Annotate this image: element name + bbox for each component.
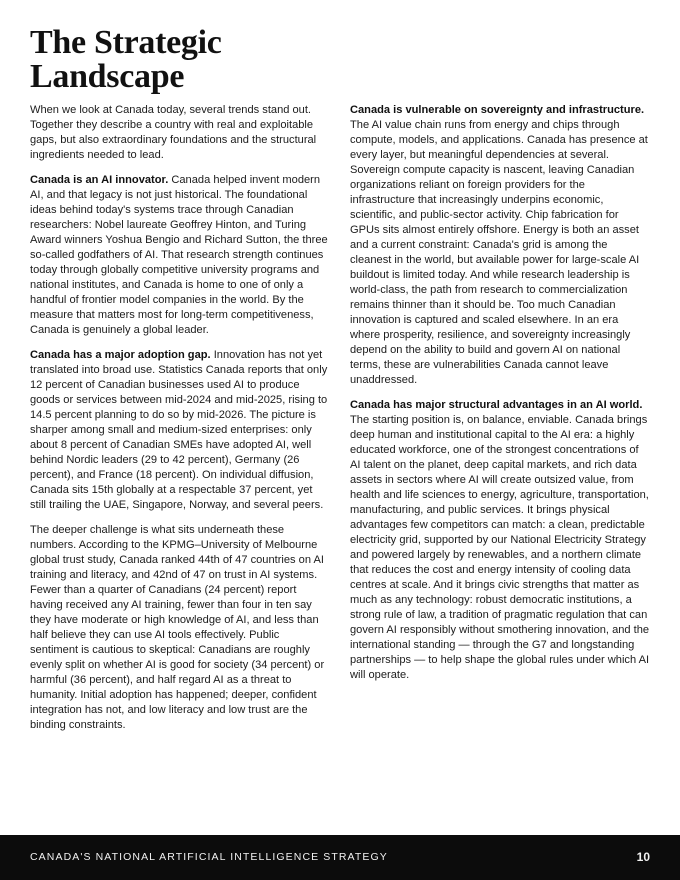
intro-paragraph: When we look at Canada today, several trends stand out. Together they describe a country with real and exploitable gaps, but also extraordinary foundations and the structural ingredients needed to lead. [30, 104, 317, 161]
advantages-text: The starting position is, on balance, enviable. Canada brings deep human and institutional capital to the AI era: a highly educated workforce, one of the strongest concentrations of AI talent on the planet, deep capital markets, and rich data assets in sectors where AI will create outsized value, from health and life sciences to energy, agriculture, transportation, manufacturing, and public services. It brings physical advantages few competitors can match: a clean, predictable electricity grid, supported by our National Electricity Strategy and powered largely by renewables, and a northern climate that reduces the cost and energy intensity of cooling data centres at scale. And it brings civic strengths that matter as much as any technology: robust democratic institutions, a strong rule of law, a tradition of pragmatic regulation that can govern AI responsibly without smothering innovation, and the international standing — through the G7 and longstanding partnerships — to help shape the global rules under which AI will operate. [350, 414, 650, 681]
adoption-gap-text: Innovation has not yet translated into broad use. Statistics Canada reports that only 12 percent of Canadian businesses used AI to produce goods or services between mid-2024 and mid-2025, rising to 14.5 percent planning to do so by mid-2026. The picture is sharper among small and medium-sized enterprises: only about 8 percent of Canadian SMEs have adopted AI, well behind Nordic leaders (29 to 42 percent), Germany (26 percent), and France (18 percent). On individual diffusion, Canada sits 15th globally at a respectable 37 percent, yet still trailing the UAE, Singapore, Norway, and several peers. [30, 349, 328, 511]
advantages-heading: Canada has major structural advantages in an AI world. [350, 399, 643, 411]
sovereignty-paragraph [350, 103, 650, 388]
innovator-text: Canada helped invent modern AI, and that legacy is not just historical. The foundational ideas behind today's systems trace through Canadian researchers: Nobel laureate Geoffrey Hinton, and Turing Award winners Yoshua Bengio and Richard Sutton, the three so-called godfathers of AI. That research strength continues today through globally competitive university programs and national institutes, and Canada is home to one of only a handful of frontier model companies in the world. By the measure that matters most for long-term competitiveness, Canada is genuinely a global leader. [30, 174, 328, 336]
sovereignty-text: The AI value chain runs from energy and chips through compute, models, and applications. Canada has presence at every layer, but meaningful dependencies at several. Sovereign compute capacity is nascent, leaving Canadian organizations reliant on foreign providers for the infrastructure that increasingly underpins economic, scientific, and public-sector activity. Chip fabrication for GPUs sits almost entirely offshore. Energy is both an asset and a current constraint: Canada's grid is among the cleanest in the world, but available power for large-scale AI buildout is limited today. And while research leadership is world-class, the path from research to commercialization remains thinner than it should be. Too much Canadian innovation is captured and scaled elsewhere. In an era where prosperity, resilience, and sovereignty increasingly depend on the ability to build and govern AI on national terms, these are vulnerabilities Canada cannot leave unaddressed. [350, 119, 648, 386]
innovator-heading: Canada is an AI innovator. [30, 174, 169, 186]
adoption-gap-heading: Canada has a major adoption gap. [30, 349, 211, 361]
adoption-gap-paragraph [30, 348, 330, 513]
title-line-1: The Strategic [30, 24, 222, 61]
advantages-paragraph [350, 398, 650, 683]
footer-bar [0, 835, 680, 880]
right-column [350, 103, 650, 693]
page-title [30, 26, 222, 94]
title-line-2: Landscape [30, 58, 185, 95]
deeper-challenge-paragraph: The deeper challenge is what sits underneath these numbers. According to the KPMG–University of Melbourne global trust study, Canada ranked 44th of 47 countries on AI training and literacy, and 42nd of 47 on trust in AI systems. Fewer than a quarter of Canadians (24 percent) report having received any AI training, fewer than four in ten say they have moderate or high knowledge of AI, and less than half believe they can use AI tools effectively. Public sentiment is cautious to skeptical: Canadians are roughly evenly split on whether AI is good for society (34 percent) or harmful (36 percent), and half regard AI as a threat to humanity. Initial adoption has happened; deeper, confident integration has not, and low literacy and low trust are the binding constraints. [30, 524, 325, 731]
page-number: 10 [636, 850, 650, 864]
sovereignty-heading: Canada is vulnerable on sovereignty and infrastructure. [350, 104, 645, 116]
innovator-paragraph [30, 173, 330, 338]
footer-document-title: CANADA'S NATIONAL ARTIFICIAL INTELLIGENCE STRATEGY [30, 851, 388, 863]
left-column [30, 103, 330, 743]
